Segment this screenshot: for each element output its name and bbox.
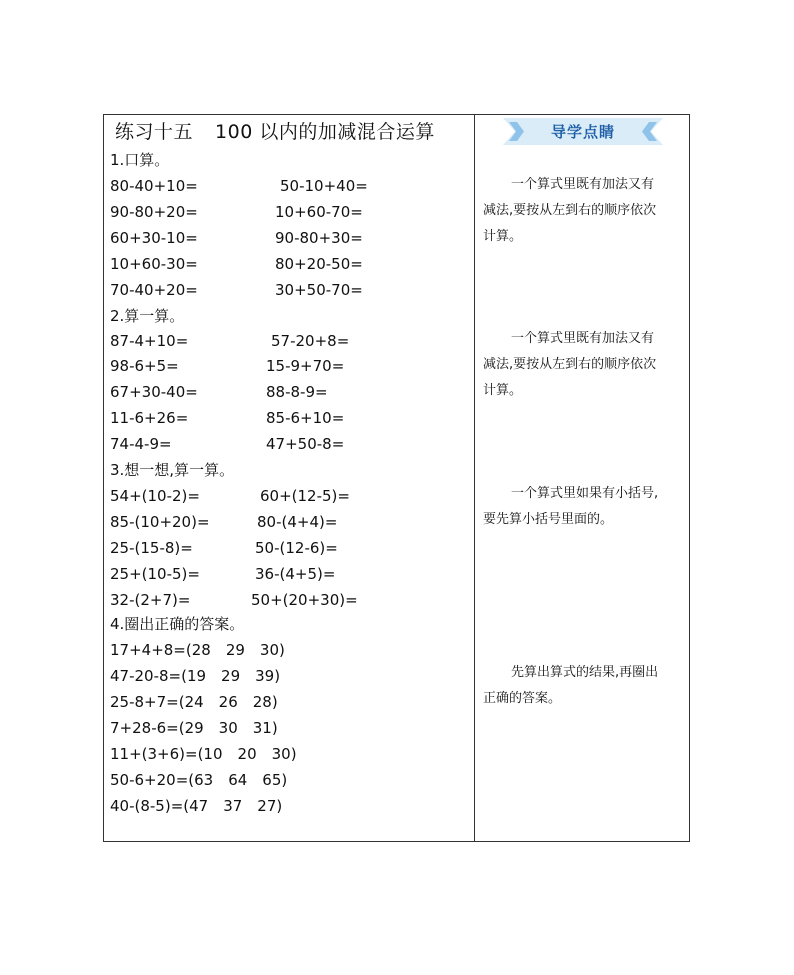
exercise-item: 80-40+10= (110, 177, 198, 195)
guide-badge (503, 118, 663, 145)
choice-item: 47-20-8=(19 29 39) (110, 667, 281, 685)
exercise-item: 90-80+30= (275, 229, 363, 247)
exercise-item: 87-4+10= (110, 332, 189, 350)
exercise-item: 54+(10-2)= (110, 487, 200, 505)
exercise-item: 70-40+20= (110, 281, 198, 299)
exercise-item: 25-(15-8)= (110, 539, 193, 557)
exercise-item: 36-(4+5)= (255, 565, 336, 583)
note-line: 减法,要按从左到右的顺序依次 (483, 203, 657, 218)
guide-note (483, 660, 681, 712)
exercise-item: 60+30-10= (110, 229, 198, 247)
exercise-item: 88-8-9= (266, 383, 328, 401)
choice-item: 25-8+7=(24 26 28) (110, 693, 278, 711)
guide-note (483, 172, 681, 250)
lesson-topic: 100 以内的加减混合运算 (215, 121, 435, 143)
note-line: 正确的答案。 (483, 691, 562, 706)
exercise-item: 10+60-30= (110, 255, 198, 273)
note-line: 计算。 (483, 383, 523, 398)
choice-item: 11+(3+6)=(10 20 30) (110, 745, 297, 763)
worksheet-title (115, 117, 435, 144)
exercise-item: 57-20+8= (271, 332, 350, 350)
exercise-item: 50-10+40= (280, 177, 368, 195)
note-line: 一个算式里既有加法又有 (511, 177, 655, 192)
note-line: 先算出算式的结果,再圈出 (511, 665, 659, 680)
badge-label: 导学点睛 (550, 123, 615, 141)
exercise-item: 74-4-9= (110, 435, 172, 453)
guide-note (483, 481, 681, 533)
exercise-item: 32-(2+7)= (110, 591, 191, 609)
column-divider (474, 114, 475, 842)
note-line: 一个算式里既有加法又有 (511, 331, 655, 346)
exercise-item: 60+(12-5)= (260, 487, 350, 505)
note-line: 一个算式里如果有小括号, (511, 486, 659, 501)
choice-item: 50-6+20=(63 64 65) (110, 771, 288, 789)
lesson-number: 练习十五 (115, 121, 194, 143)
exercise-item: 11-6+26= (110, 409, 189, 427)
exercise-item: 50-(12-6)= (255, 539, 338, 557)
choice-item: 17+4+8=(28 29 30) (110, 641, 285, 659)
exercise-item: 80+20-50= (275, 255, 363, 273)
exercise-item: 80-(4+4)= (257, 513, 338, 531)
exercise-item: 30+50-70= (275, 281, 363, 299)
exercise-item: 47+50-8= (266, 435, 345, 453)
exercise-item: 67+30-40= (110, 383, 198, 401)
note-line: 要先算小括号里面的。 (483, 512, 614, 527)
exercise-item: 98-6+5= (110, 357, 179, 375)
section-heading: 3.想一想,算一算。 (110, 461, 235, 479)
exercise-item: 50+(20+30)= (251, 591, 358, 609)
note-line: 减法,要按从左到右的顺序依次 (483, 357, 657, 372)
exercise-item: 25+(10-5)= (110, 565, 200, 583)
note-line: 计算。 (483, 229, 523, 244)
section-heading: 2.算一算。 (110, 307, 185, 325)
exercise-item: 85-6+10= (266, 409, 345, 427)
choice-item: 7+28-6=(29 30 31) (110, 719, 278, 737)
guide-note (483, 326, 681, 404)
exercise-item: 85-(10+20)= (110, 513, 210, 531)
section-heading: 4.圈出正确的答案。 (110, 615, 245, 633)
section-heading: 1.口算。 (110, 151, 170, 169)
choice-item: 40-(8-5)=(47 37 27) (110, 797, 283, 815)
exercise-item: 10+60-70= (275, 203, 363, 221)
exercise-item: 15-9+70= (266, 357, 345, 375)
exercise-item: 90-80+20= (110, 203, 198, 221)
